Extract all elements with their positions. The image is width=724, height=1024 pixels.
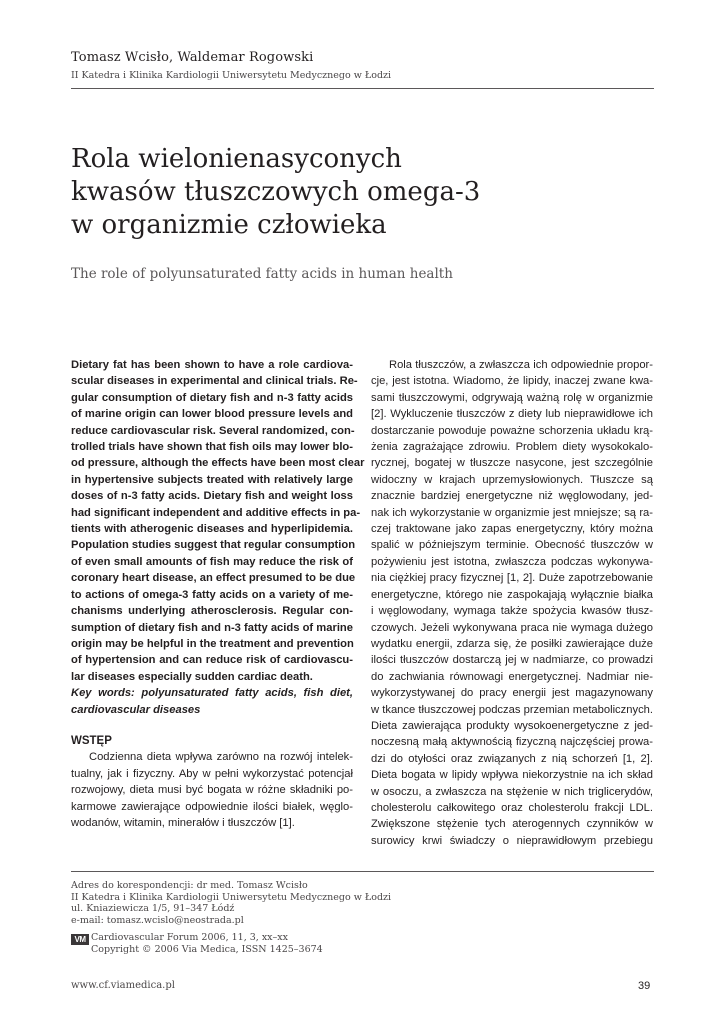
body-line: i węglowodany, wymaga także spożycia kwasów tłusz- [371,605,653,618]
body-line: energetyczne, którego nie zaspokajają wyłącznie białka [371,588,653,601]
keywords-line: Key words: polyunsaturated fatty acids, fish diet, [71,687,353,700]
correspondence-line: Adres do korespondencji: dr med. Tomasz Wcisło [71,880,308,891]
affiliation: II Katedra i Klinika Kardiologii Uniwersytetu Medycznego w Łodzi [71,70,392,81]
abstract-line: trolled trials have shown that fish oils may lower blo- [71,441,353,454]
abstract-line: reduce cardiovascular risk. Several randomized, con- [71,424,355,437]
body-line: karmowe zawierające odpowiednie ilości białek, węglo- [71,800,353,813]
via-medica-logo: VM [71,934,89,945]
body-line: noczesną małą aktywnością fizyczną najczęściej prowa- [371,736,653,749]
body-line: cholesterolu całkowitego oraz cholesterolu frakcji LDL. [371,801,653,814]
abstract-line: to actions of omega-3 fatty acids on a variety of me- [71,588,353,601]
article-subtitle: The role of polyunsaturated fatty acids in human health [71,266,453,282]
body-line: ilości tłuszczów dostarczą jej w nadmiarze, co prowadzi [371,654,653,667]
journal-citation: Cardiovascular Forum 2006, 11, 3, xx–xx [91,932,289,943]
body-line: Codzienna dieta wpływa zarówno na rozwój intelek- [89,751,353,764]
intro-paragraph [71,749,353,831]
left-column [71,357,365,831]
body-line: Dieta bogata w lipidy wpływa niekorzystnie na ich skład [371,769,653,782]
body-line: Zwiększone stężenie tych aterogennych czynników w [371,818,653,831]
abstract-line: in hypertensive subjects treated with relatively large [71,473,353,486]
correspondence-line: II Katedra i Klinika Kardiologii Uniwersytetu Medycznego w Łodzi [71,891,392,903]
correspondence-address [71,880,391,926]
body-line: do zachwiania równowagi energetycznej. Nadmiar nie- [371,670,653,683]
footer-rule [71,871,654,872]
body-line: cje, jest istotna. Wiadomo, że lipidy, inaczej zwane kwa- [371,375,653,388]
journal-url-link[interactable]: www.cf.viamedica.pl [71,980,175,991]
title-line: w organizmie człowieka [71,210,387,240]
body-line: w osoczu, a zwłaszcza na stężenie w nich triglicerydów, [371,785,653,798]
abstract-line: doses of n-3 fatty acids. Dietary fish and weight loss [71,490,353,503]
abstract-line: Population studies suggest that regular consumption [71,539,356,552]
abstract-line: chanisms underlying atherosclerosis. Regular con- [71,605,353,618]
abstract-line: sumption of dietary fish and n-3 fatty acids of marine [71,621,353,634]
header-rule [71,88,654,89]
page-number: 39 [638,980,651,992]
abstract-line: of even small amounts of fish may reduce the risk of [71,555,353,568]
abstract-line: tients with atherogenic diseases and hyperlipidemia. [71,523,353,536]
body-line: [2]. Wykluczenie tłuszczów z diety lub nieprawidłowe ich [371,408,653,421]
body-line: dzi do otyłości oraz związanych z nią schorzeń [1, 2]. [371,752,653,765]
section-heading: WSTĘP [71,734,112,747]
article-title [71,143,661,242]
keywords [71,685,353,718]
abstract-line: scular diseases in experimental and clinical trials. Re- [71,375,358,388]
abstract-line: lar diseases especially sudden cardiac death. [71,670,313,683]
title-line: Rola wielonienasyconych [71,144,402,174]
abstract-line: coronary heart disease, an effect presumed to be due [71,572,356,585]
body-line: Dieta zawierająca produkty wysokoenergetyczne z jed- [371,719,653,732]
body-line: Rola tłuszczów, a zwłaszcza ich odpowiednie propor- [389,359,653,371]
abstract [71,357,365,685]
abstract-line: of hypertension and can reduce risk of cardiovascu- [71,654,353,667]
body-line: surowicy krwi świadczy o nieprawidłowym przebiegu [371,834,653,847]
body-line: wodanów, witamin, minerałów i tłuszczów [1]. [71,816,295,829]
body-line: czowych. Jeżeli wykonywana praca nie wymaga dużego [371,621,653,634]
body-line: wydatku energii, zdarza się, że posiłki zawierające duże [371,637,653,650]
body-line: rycznej, bogatej w tłuszcze nasycone, jest szczególnie [371,457,653,470]
abstract-line: od pressure, although the effects have been most clear [71,457,365,470]
abstract-line: had significant independent and additive effects in pa- [71,506,361,519]
body-line: wykorzystywanej do pracy energii jest magazynowany [371,687,653,700]
body-line: widoczny w krajach uprzemysłowionych. Tłuszcze są [371,473,653,486]
right-column [371,357,653,849]
body-line: dostarczanie powoduje poważne schorzenia układu krą- [371,424,653,437]
correspondence-line: e-mail: tomasz.wcislo@neostrada.pl [71,914,244,926]
body-line: nak ich wykorzystanie w organizmie jest mniejsze; są ra- [371,506,653,519]
abstract-line: Dietary fat has been shown to have a role cardiova- [71,359,353,371]
body-line: tualny, jak i fizyczny. Aby w pełni wykorzystać potencjał [71,767,353,780]
body-line: sami tłuszczowymi, odgrywają ważną rolę w organizmie [371,391,653,404]
body-line: spalić w późniejszym terminie. Obecność tłuszczów w [371,539,653,552]
body-line: rozwojowy, dieta musi być bogata w różne składniki po- [71,784,353,797]
body-line: znacznie bardziej energetyczne niż węglowodany, jed- [371,490,653,503]
body-line: żenia zagrażające zdrowiu. Problem diety wysokokalo- [371,441,653,454]
title-line: kwasów tłuszczowych omega-3 [71,177,481,207]
body-line: nia ciężkiej pracy fizycznej [1, 2]. Duże zapotrzebowanie [371,572,653,585]
body-line: pożywieniu jest istotna, zwłaszcza podczas wykonywa- [371,555,653,568]
keywords-line: cardiovascular diseases [71,703,201,716]
body-line: czej traktowane jako zapas energetyczny, który można [371,523,653,536]
authors: Tomasz Wcisło, Waldemar Rogowski [71,50,314,65]
abstract-line: gular consumption of dietary fish and n-3 fatty acids [71,391,353,404]
body-line: w tkance tłuszczowej podczas przemian metabolicznych. [371,703,653,716]
correspondence-line: ul. Kniaziewicza 1/5, 91–347 Łódź [71,903,235,914]
abstract-line: of marine origin can lower blood pressure levels and [71,408,353,421]
journal-copyright: Copyright © 2006 Via Medica, ISSN 1425–3674 [91,943,323,955]
abstract-line: origin may be helpful in the treatment and prevention [71,637,354,650]
